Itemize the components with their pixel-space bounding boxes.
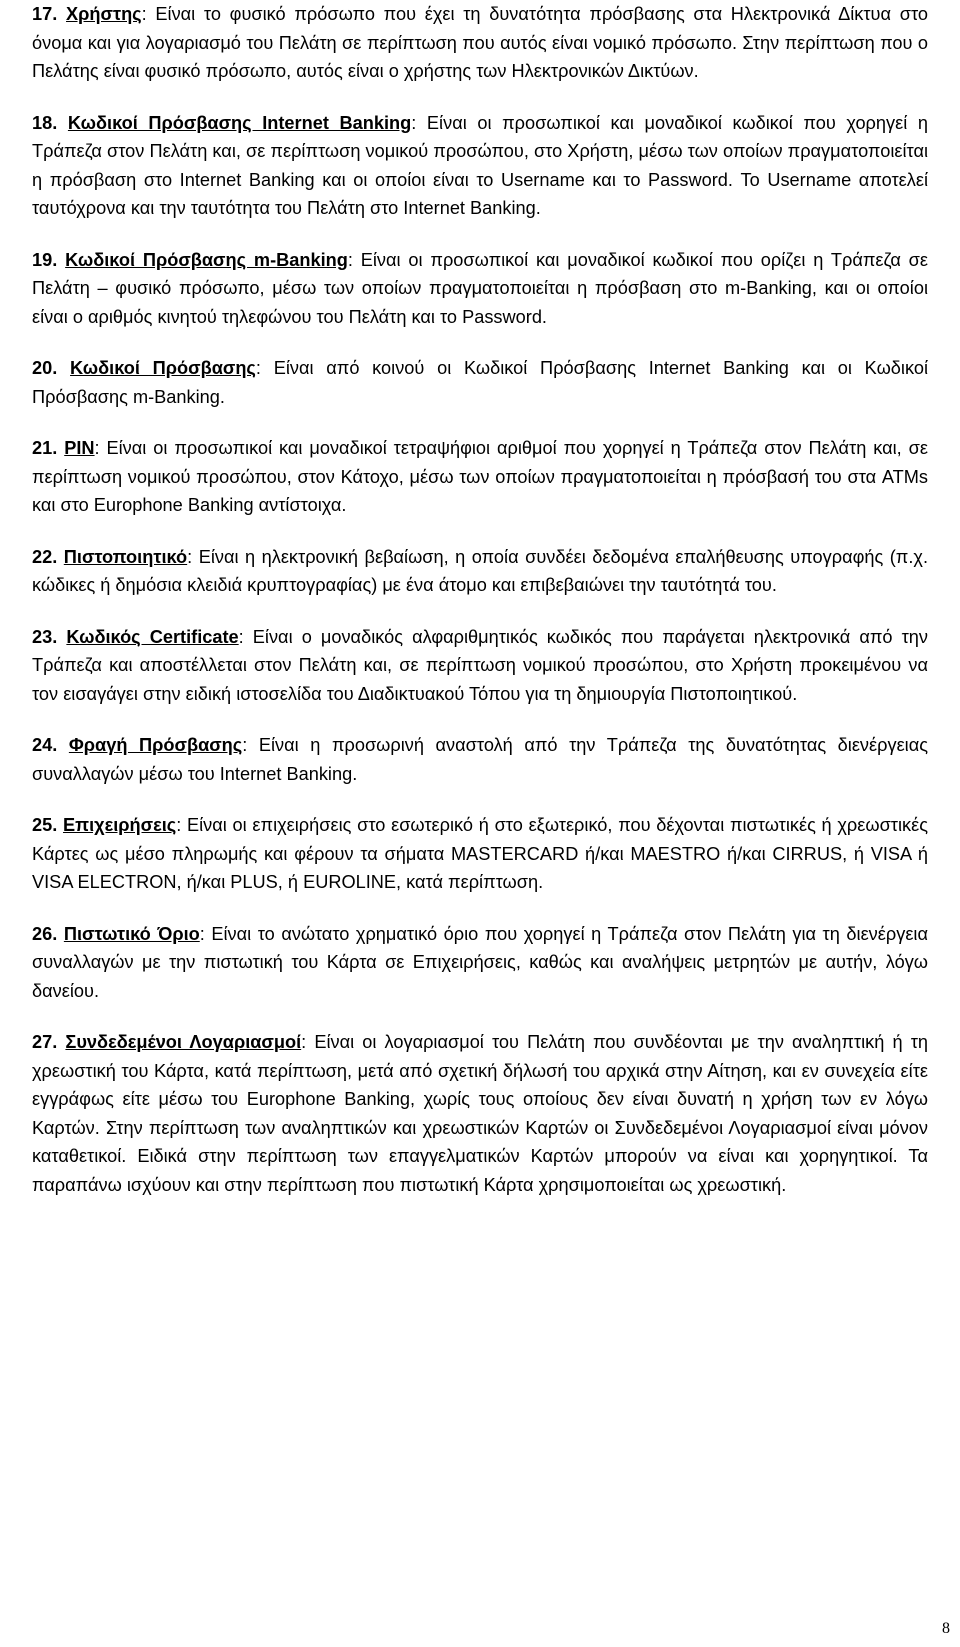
definition-25: [32, 811, 928, 897]
definition-number: 20.: [32, 358, 58, 378]
definition-text: : Είναι οι επιχειρήσεις στο εσωτερικό ή στο εξωτερικό, που δέχονται πιστωτικές ή χρεωστικές Κάρτες ως μέσο πληρωμής και φέρουν τα σήματα MASTERCARD ή/και MAESTRO ή/και CIRRUS, ή VISA ή VISA ELECTRON, ή/και PLUS, ή EUROLINE, κατά περίπτωση.: [32, 815, 928, 892]
definition-text: : Είναι η προσωρινή αναστολή από την Τράπεζα της δυνατότητας διενέργειας συναλλαγών μέσω του Internet Banking.: [32, 735, 929, 784]
definition-text: : Είναι οι προσωπικοί και μοναδικοί τετραψήφιοι αριθμοί που χορηγεί η Τράπεζα στον Πελάτη και, σε περίπτωση νομικού προσώπου, στον Κάτοχο, μέσω των οποίων πραγματοποιείται η πρόσβασή του στα ATMs και στο Europhone Banking αντίστοιχα.: [32, 438, 928, 515]
definition-term: Χρήστης: [66, 4, 142, 24]
definition-number: 24.: [32, 735, 58, 755]
definition-text: : Είναι οι λογαριασμοί του Πελάτη που συνδέονται με την αναληπτική ή τη χρεωστική του Κάρτα, κατά περίπτωση, μετά από σχετική δήλωσή του αρχικά στην Αίτηση, και εν συνεχεία είτε εγγράφως είτε μέσω του Europhone Banking, χωρίς τους οποίους δεν είναι δυνατή η χρήση των εν λόγω Καρτών. Στην περίπτωση των αναληπτικών και χρεωστικών Καρτών οι Συνδεδεμένοι Λογαριασμοί είναι μόνον καταθετικοί. Ειδικά στην περίπτωση των επαγγελματικών Καρτών μπορούν να είναι και χορηγητικοί. Τα παραπάνω ισχύουν και στην περίπτωση που πιστωτική Κάρτα χρησιμοποιείται ως χρεωστική.: [32, 1032, 928, 1195]
page-number: 8: [942, 1620, 950, 1637]
definition-term: Κωδικός Certificate: [66, 626, 239, 647]
definition-text: : Είναι οι προσωπικοί και μοναδικοί κωδικοί που χορηγεί η Τράπεζα στον Πελάτη και, σε περίπτωση νομικού προσώπου, στο Χρήστη, μέσω των οποίων πραγματοποιείται η πρόσβαση στο Internet Banking και οι οποίοι είναι το Username και το Password. Το Username αποτελεί ταυτόχρονα και την ταυτότητα του Πελάτη στο Internet Banking.: [32, 112, 928, 218]
definition-number: 18.: [32, 112, 58, 133]
definition-number: 25.: [32, 815, 58, 835]
definition-number: 21.: [32, 438, 58, 458]
definition-number: 23.: [32, 626, 58, 647]
definition-number: 26.: [32, 923, 58, 944]
definition-text: : Είναι οι προσωπικοί και μοναδικοί κωδικοί που ορίζει η Τράπεζα σε Πελάτη – φυσικό πρόσωπο, μέσω των οποίων πραγματοποιείται η πρόσβαση στο m-Banking, και οι οποίοι είναι ο αριθμός κινητού τηλεφώνου του Πελάτη και το Password.: [32, 249, 928, 327]
definition-18: [32, 109, 928, 223]
definition-term: Επιχειρήσεις: [63, 815, 177, 835]
definition-number: 27.: [32, 1032, 58, 1052]
definition-term: Κωδικοί Πρόσβασης: [70, 358, 256, 378]
definition-term: PIN: [64, 438, 95, 458]
definition-term: Κωδικοί Πρόσβασης Internet Banking: [67, 112, 412, 133]
definition-19: [32, 246, 928, 332]
definition-term: Φραγή Πρόσβασης: [68, 735, 243, 755]
definition-term: Συνδεδεμένοι Λογαριασμοί: [65, 1032, 302, 1052]
definition-term: Πιστοποιητικό: [63, 546, 188, 567]
definition-number: 19.: [32, 249, 58, 270]
definition-text: : Είναι το φυσικό πρόσωπο που έχει τη δυνατότητα πρόσβασης στα Ηλεκτρονικά Δίκτυα στο όνομα και για λογαριασμό του Πελάτη σε περίπτωση που αυτός είναι νομικό πρόσωπο. Στην περίπτωση που ο Πελάτης είναι φυσικό πρόσωπο, αυτός είναι ο χρήστης των Ηλεκτρονικών Δικτύων.: [32, 4, 928, 81]
definition-term: Πιστωτικό Όριο: [63, 923, 200, 944]
definition-24: [32, 731, 928, 788]
definition-text: : Είναι η ηλεκτρονική βεβαίωση, η οποία συνδέει δεδομένα επαλήθευσης υπογραφής (π.χ. κώδικες ή δημόσια κλειδιά κρυπτογραφίας) με ένα άτομο και επιβεβαιώνει την ταυτότητά του.: [32, 546, 928, 595]
document-page: [32, 0, 928, 1222]
definition-number: 22.: [32, 546, 58, 567]
definition-text: : Είναι από κοινού οι Κωδικοί Πρόσβασης Internet Banking και οι Κωδικοί Πρόσβασης m-Banking.: [32, 358, 928, 407]
definition-text: : Είναι ο μοναδικός αλφαριθμητικός κωδικός που παράγεται ηλεκτρονικά από την Τράπεζα και αποστέλλεται στον Πελάτη και, σε περίπτωση νομικού προσώπου, στο Χρήστη προκειμένου να τον εισαγάγει στην ειδική ιστοσελίδα του Διαδικτυακού Τόπου για τη δημιουργία Πιστοποιητικού.: [32, 626, 928, 704]
definition-26: [32, 920, 928, 1006]
definition-23: [32, 623, 928, 709]
definition-22: [32, 543, 928, 600]
definition-27: [32, 1028, 928, 1199]
definition-text: : Είναι το ανώτατο χρηματικό όριο που χορηγεί η Τράπεζα στον Πελάτη για τη διενέργεια συναλλαγών με την πιστωτική του Κάρτα σε Επιχειρήσεις, καθώς και αναλήψεις μετρητών με αυτήν, λόγω δανείου.: [32, 923, 928, 1001]
definition-term: Κωδικοί Πρόσβασης m-Banking: [65, 249, 348, 270]
definition-17: [32, 0, 928, 86]
definition-20: [32, 354, 928, 411]
definition-21: [32, 434, 928, 520]
definition-number: 17.: [32, 4, 58, 24]
